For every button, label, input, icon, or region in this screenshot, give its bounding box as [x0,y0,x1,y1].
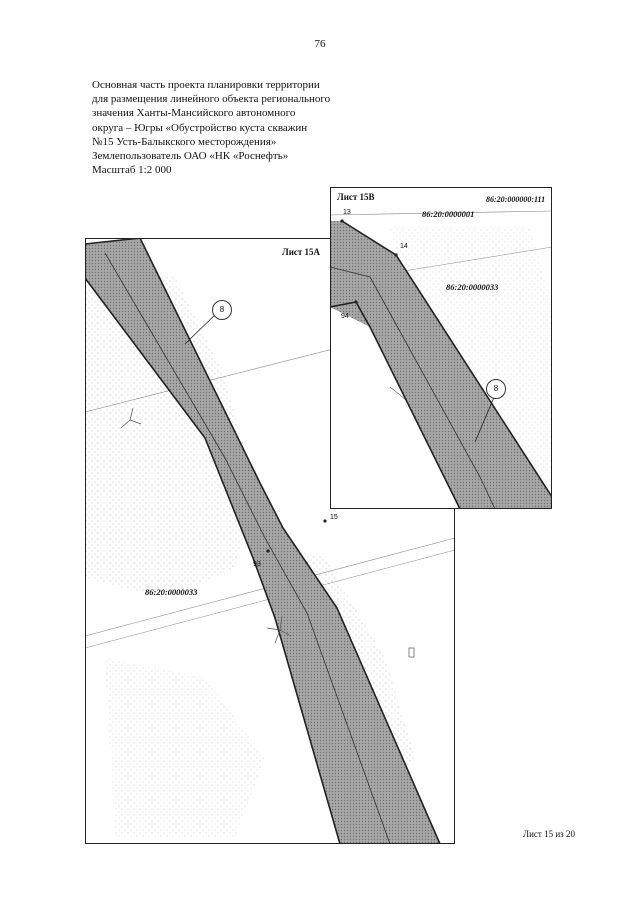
callout-marker: 8 [212,300,232,320]
sheet-15a-title: Лист 15А [282,247,321,257]
survey-point-label: 93 [253,561,261,568]
heading-line: Масштаб 1:2 000 [92,164,172,177]
heading-line: округа – Югры «Обустройство куста скважин [92,121,308,134]
map-15b-drawing [330,187,552,509]
heading-line: Основная часть проекта планировки территории [92,79,320,91]
survey-point-label: 94 [341,313,349,320]
cadastral-number: 86:20:0000033 [446,282,499,292]
heading-line: значения Ханты-Мансийского автономного [92,107,296,120]
heading-line: №15 Усть-Балыкского месторождения» [92,135,277,148]
page-number: 76 [314,38,326,50]
survey-point-label: 13 [343,209,351,216]
cadastral-number: 86:20:000000:111 [486,195,546,204]
cadastral-number: 86:20:0000033 [145,587,198,597]
survey-point-label: 14 [400,243,408,250]
survey-point-label: 15 [330,514,338,521]
map-sheet-15b [330,187,552,509]
heading-line: Землепользователь ОАО «НК «Роснефть» [92,150,289,163]
sheet-15b-title: Лист 15В [337,192,375,202]
cadastral-number: 86:20:0000001 [422,209,475,219]
heading-line: для размещения линейного объекта регионального [92,93,331,106]
callout-marker: 8 [486,379,506,399]
document-heading [92,78,392,177]
sheet-counter: Лист 15 из 20 [523,829,575,839]
